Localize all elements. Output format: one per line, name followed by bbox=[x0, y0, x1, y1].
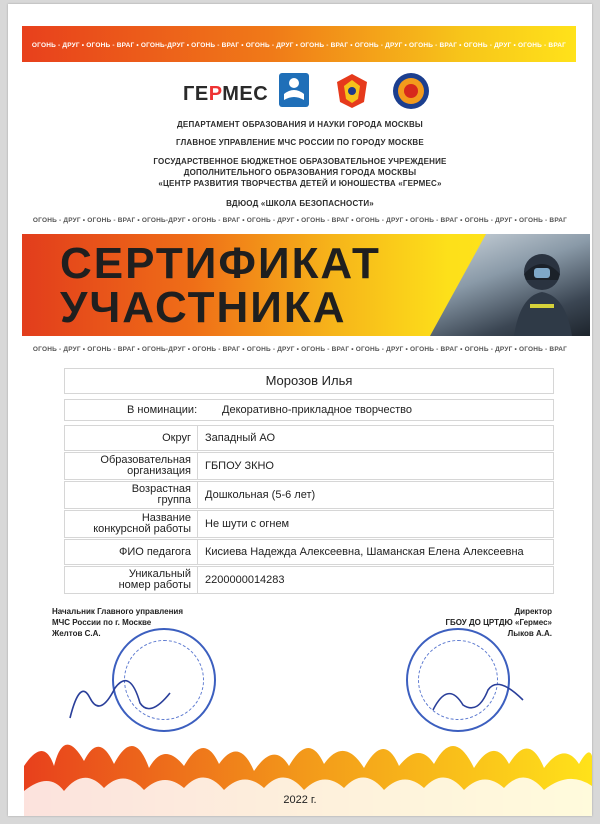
mchs-emblem-icon bbox=[334, 72, 370, 110]
hermes-logo-part3: МЕС bbox=[222, 83, 269, 105]
signature-right-line2: ГБОУ ДО ЦРТДЮ «Гермес» bbox=[445, 618, 552, 627]
info-row-age-group bbox=[64, 481, 554, 509]
participant-name: Морозов Илья bbox=[64, 368, 554, 394]
info-row-key bbox=[65, 511, 198, 537]
hermes-logo-part1: ГЕ bbox=[183, 83, 209, 105]
info-row-value: 2200000014283 bbox=[205, 574, 285, 586]
certificate-title-line1: СЕРТИФИКАТ bbox=[60, 239, 381, 288]
signature-right-line3: Лыков А.А. bbox=[507, 629, 552, 638]
info-row-key-line2: организация bbox=[127, 465, 191, 477]
info-row-value: Кисиева Надежда Алексеевна, Шаманская Елена Алексеевна bbox=[205, 546, 524, 558]
info-row-key-line1: ФИО педагога bbox=[118, 545, 191, 558]
info-row-work-number bbox=[64, 566, 554, 594]
info-row-key-line2: группа bbox=[157, 494, 191, 506]
info-row-teacher bbox=[64, 539, 554, 565]
motto-strip-top: ОГОНЬ - ДРУГ • ОГОНЬ - ВРАГ • ОГОНЬ-ДРУГ • ОГОНЬ - ВРАГ • ОГОНЬ - ДРУГ • ОГОНЬ - ВРАГ • ОГОНЬ - ДРУГ • ОГОНЬ - ВРАГ • ОГОНЬ - ДРУГ • ОГОНЬ - ВРАГ bbox=[31, 42, 567, 49]
info-row-district bbox=[64, 425, 554, 451]
info-row-value: Дошкольная (5-6 лет) bbox=[205, 489, 316, 501]
info-row-value: Не шути с огнем bbox=[205, 518, 290, 530]
signature-left-line3: Желтов С.А. bbox=[52, 629, 101, 638]
org-line-2: ГЛАВНОЕ УПРАВЛЕНИЕ МЧС РОССИИ ПО ГОРОДУ МОСКВЕ bbox=[176, 138, 424, 147]
info-row-value: ГБПОУ ЗКНО bbox=[205, 460, 274, 472]
handwritten-signature-left-icon bbox=[60, 658, 180, 728]
info-row-key-line1: Образовательная bbox=[100, 454, 191, 466]
motto-strip-middle: ОГОНЬ - ДРУГ • ОГОНЬ - ВРАГ • ОГОНЬ-ДРУГ • ОГОНЬ - ВРАГ • ОГОНЬ - ДРУГ • ОГОНЬ - ВРАГ • ОГОНЬ - ДРУГ • ОГОНЬ - ВРАГ • ОГОНЬ - ДРУГ • ОГОНЬ - ВРАГ bbox=[32, 217, 568, 224]
org-line-5: «ЦЕНТР РАЗВИТИЯ ТВОРЧЕСТВА ДЕТЕЙ И ЮНОШЕСТВА «ГЕРМЕС» bbox=[158, 179, 442, 188]
hermes-logo-part2: Р bbox=[208, 83, 223, 105]
certificate bbox=[8, 4, 592, 816]
nomination-row bbox=[64, 399, 554, 421]
info-row-key-line1: Уникальный bbox=[128, 568, 191, 580]
org-line-4: ДОПОЛНИТЕЛЬНОГО ОБРАЗОВАНИЯ ГОРОДА МОСКВЫ bbox=[183, 168, 417, 177]
firefighter-silhouette-icon bbox=[430, 234, 590, 336]
info-row-value: Западный АО bbox=[205, 432, 276, 444]
info-row-key bbox=[65, 453, 198, 479]
certificate-title-line2: УЧАСТНИКА bbox=[60, 283, 347, 332]
info-row-key bbox=[65, 482, 198, 508]
info-row-organization bbox=[64, 452, 554, 480]
title-banner bbox=[22, 234, 590, 336]
nomination-value: Декоративно-прикладное творчество bbox=[222, 404, 412, 416]
nomination-label: В номинации: bbox=[127, 404, 198, 416]
book-logo-icon bbox=[278, 72, 310, 108]
handwritten-signature-right-icon bbox=[428, 670, 528, 720]
signature-right-line1: Директор bbox=[514, 607, 552, 616]
round-emblem-icon bbox=[392, 72, 430, 110]
info-row-key-line1: Возрастная bbox=[131, 483, 191, 495]
org-line-1: ДЕПАРТАМЕНТ ОБРАЗОВАНИЯ И НАУКИ ГОРОДА МОСКВЫ bbox=[177, 120, 423, 129]
org-line-6: ВДЮОД «ШКОЛА БЕЗОПАСНОСТИ» bbox=[226, 199, 374, 208]
info-row-key-line2: номер работы bbox=[118, 579, 191, 591]
signature-left-line1: Начальник Главного управления bbox=[52, 607, 184, 616]
logo-row bbox=[8, 72, 592, 112]
signature-left-line2: МЧС России по г. Москве bbox=[52, 618, 152, 627]
top-orange-band bbox=[22, 26, 576, 62]
info-row-key-line1: Название bbox=[141, 512, 191, 524]
info-row-key bbox=[65, 540, 198, 564]
info-row-key bbox=[65, 426, 198, 450]
firefighter-photo bbox=[430, 234, 590, 336]
hermes-logo bbox=[183, 83, 268, 106]
info-row-key bbox=[65, 567, 198, 593]
info-row-key-line2: конкурсной работы bbox=[93, 523, 191, 535]
motto-strip-bottom: ОГОНЬ - ДРУГ • ОГОНЬ - ВРАГ • ОГОНЬ-ДРУГ • ОГОНЬ - ВРАГ • ОГОНЬ - ДРУГ • ОГОНЬ - ВРАГ • ОГОНЬ - ДРУГ • ОГОНЬ - ВРАГ • ОГОНЬ - ДРУГ • ОГОНЬ - ВРАГ bbox=[32, 346, 568, 353]
certificate-year: 2022 г. bbox=[283, 794, 317, 806]
org-line-3: ГОСУДАРСТВЕННОЕ БЮДЖЕТНОЕ ОБРАЗОВАТЕЛЬНОЕ УЧРЕЖДЕНИЕ bbox=[153, 157, 447, 166]
info-row-key-line1: Округ bbox=[162, 431, 191, 444]
info-row-work-title bbox=[64, 510, 554, 538]
